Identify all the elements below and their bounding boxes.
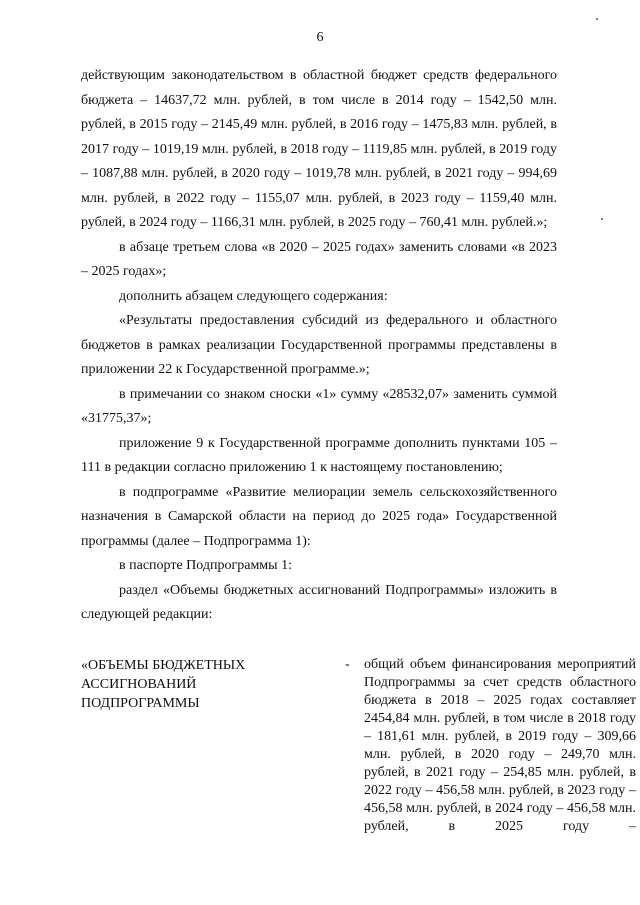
paragraph-third-clause: в абзаце третьем слова «в 2020 – 2025 годах» заменить словами «в 2023 – 2025 годах»;	[81, 239, 557, 279]
passport-value: общий объем финансирования мероприятий Подпрограммы за счет средств областного бюджета в 2018 – 2025 годах составляет 2454,84 млн. рублей, в том числе в 2018 году – 181,61 млн. рублей, в 2019 году – 309,66 млн. рублей, в 2020 году – 249,70 млн. рублей, в 2021 году – 254,85 млн. рублей, в 2022 году – 456,58 млн. рублей, в 2023 году – 456,58 млн. рублей, в 2024 году – 456,58 млн. рублей, в 2025 году –	[364, 657, 636, 834]
passport-label: «ОБЪЕМЫ БЮДЖЕТНЫХ АССИГНОВАНИЙ ПОДПРОГРАММЫ	[81, 658, 246, 711]
paragraph-subsidy-results: «Результаты предоставления субсидий из федерального и областного бюджетов в рамках реализации Государственной программы представлены в приложении 22 к Государственной программе.»;	[81, 313, 557, 377]
paragraph-subprogram-1: в подпрограмме «Развитие мелиорации земель сельскохозяйственного назначения в Самарской области на период до 2025 года» Государственной программы (далее – Подпрограмма 1):	[81, 484, 557, 549]
passport-dash: -	[345, 657, 350, 672]
scan-speck	[601, 218, 603, 220]
paragraph-section-edit: раздел «Объемы бюджетных ассигнований Подпрограммы» изложить в следующей редакции:	[81, 582, 557, 622]
paragraph-footnote-sum: в примечании со знаком сноски «1» сумму «28532,07» заменить суммой «31775,37»;	[81, 386, 557, 426]
document-body	[81, 64, 557, 628]
scan-speck	[596, 18, 598, 20]
paragraph-add-clause: дополнить абзацем следующего содержания:	[119, 288, 388, 304]
page-number: 6	[316, 30, 324, 45]
paragraph-federal-budget: действующим законодательством в областной бюджет средств федерального бюджета – 14637,72 млн. рублей, в том числе в 2014 году – 1542,50 млн. рублей, в 2015 году – 2145,49 млн. рублей, в 2016 году – 1475,83 млн. рублей, в 2017 году – 1019,19 млн. рублей, в 2018 году – 1119,85 млн. рублей, в 2019 году – 1087,88 млн. рублей, в 2020 году – 1019,78 млн. рублей, в 2021 году – 994,69 млн. рублей, в 2022 году – 1155,07 млн. рублей, в 2023 году – 1159,40 млн. рублей, в 2024 году – 1166,31 млн. рублей, в 2025 году – 760,41 млн. рублей.»;	[81, 68, 557, 230]
paragraph-appendix-9: приложение 9 к Государственной программе дополнить пунктами 105 – 111 в редакции согласно приложению 1 к настоящему постановлению;	[81, 435, 557, 475]
paragraph-passport: в паспорте Подпрограммы 1:	[119, 558, 292, 573]
